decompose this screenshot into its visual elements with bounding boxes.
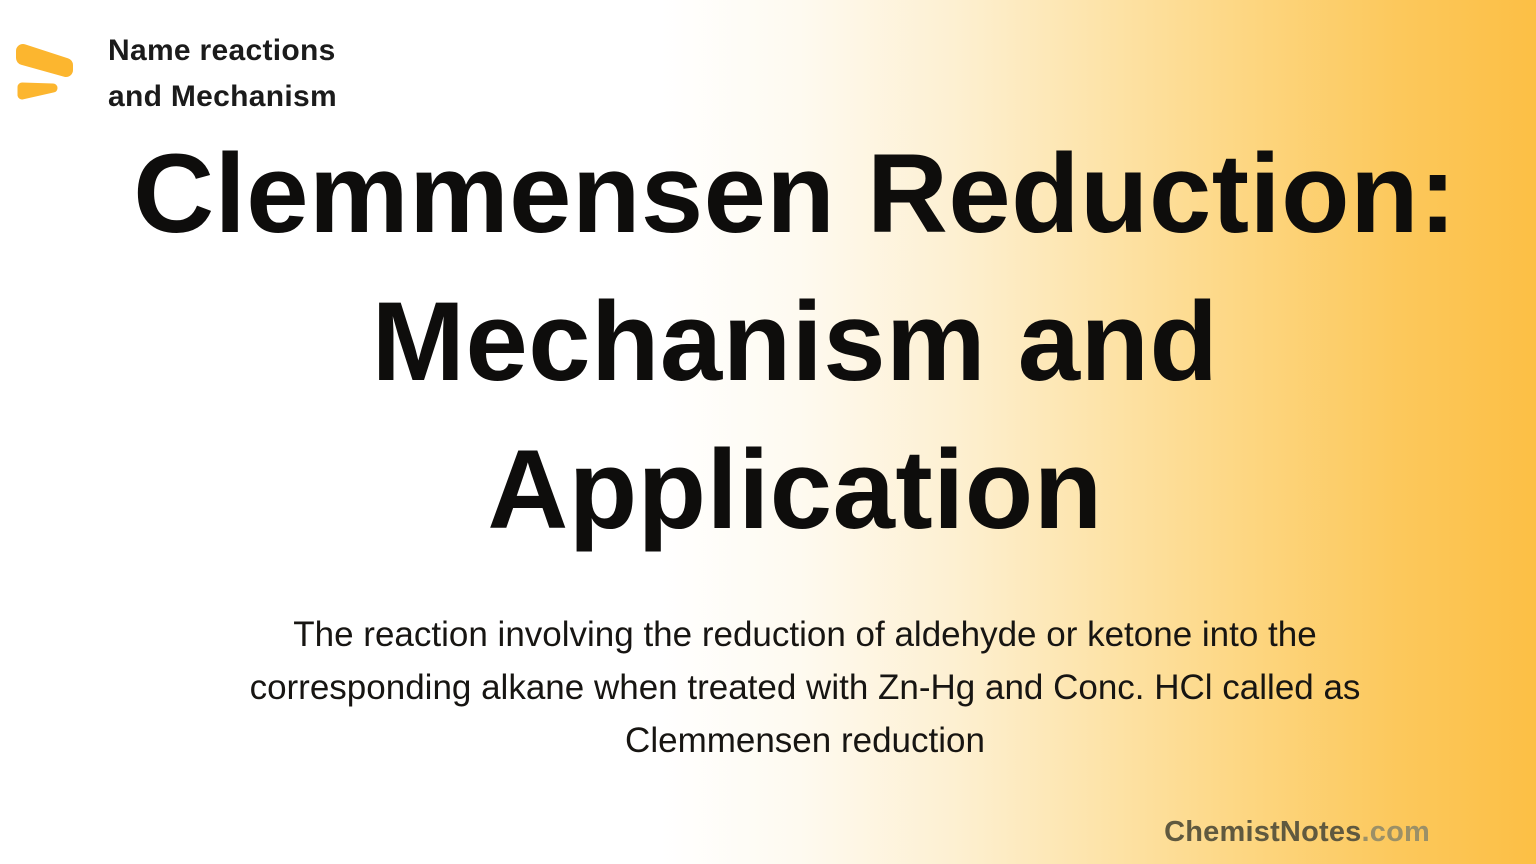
page-title-line1: Clemmensen Reduction: — [133, 131, 1457, 256]
brand-chevron-icon — [0, 0, 110, 115]
page-title-line2: Mechanism and — [371, 279, 1219, 404]
watermark-tld: .com — [1361, 816, 1430, 848]
watermark — [1164, 816, 1430, 849]
brand-title-line1: Name reactions — [108, 34, 336, 67]
description-line2: corresponding alkane when treated with Zn-Hg and Conc. HCl called as — [249, 668, 1361, 707]
watermark-site-name: ChemistNotes — [1164, 816, 1362, 848]
description-line3: Clemmensen reduction — [625, 721, 985, 760]
description-line1: The reaction involving the reduction of aldehyde or ketone into the — [293, 615, 1317, 654]
description-text — [74, 608, 1536, 767]
page-title — [54, 120, 1536, 564]
brand-title-line2: and Mechanism — [108, 80, 337, 113]
brand-title — [108, 28, 337, 120]
page-title-line3: Application — [487, 427, 1103, 552]
